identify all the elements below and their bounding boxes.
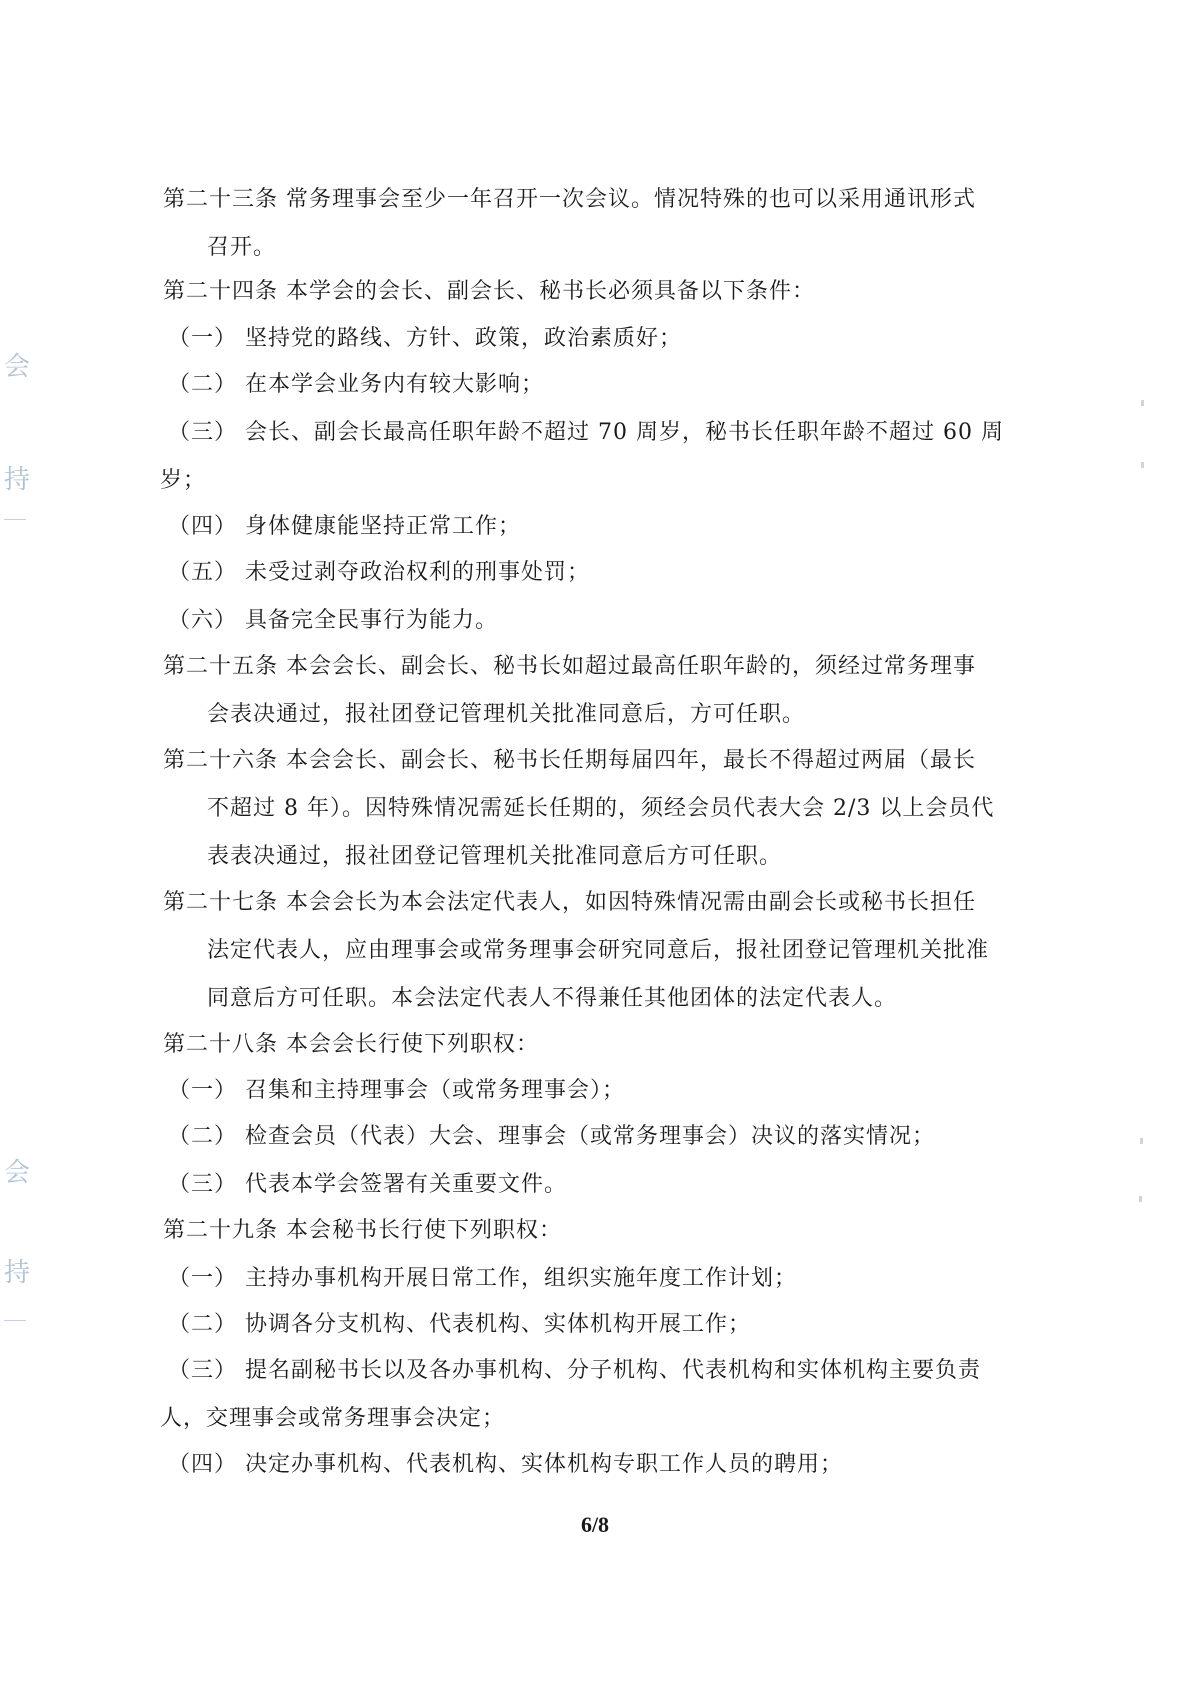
article-27-line-3: 同意后方可任职。本会法定代表人不得兼任其他团体的法定代表人。 xyxy=(207,986,898,1011)
article-24-heading: 第二十四条 本学会的会长、副会长、秘书长必须具备以下条件： xyxy=(163,279,815,304)
seal-fragment-top-1 xyxy=(0,352,34,418)
scan-speck xyxy=(1140,1138,1143,1144)
seal-char: 会 xyxy=(3,1158,30,1188)
article-28-item-2: （二） 检查会员（代表）大会、理事会（或常务理事会）决议的落实情况； xyxy=(168,1124,935,1149)
seal-char: 会 xyxy=(3,352,30,382)
scan-speck xyxy=(1141,462,1144,468)
article-28-item-1: （一） 召集和主持理事会（或常务理事会）； xyxy=(168,1078,625,1103)
article-24-item-4: （四） 身体健康能坚持正常工作； xyxy=(168,514,521,539)
article-26-line-2: 不超过 8 年）。因特殊情况需延长任期的，须经会员代表大会 2/3 以上会员代 xyxy=(207,796,995,821)
scan-speck xyxy=(1139,1196,1142,1202)
seal-char: 持 xyxy=(3,465,30,495)
article-24-item-3-cont: 岁； xyxy=(160,468,207,493)
page-number: 6/8 xyxy=(580,1512,610,1537)
seal-fragment-top-2 xyxy=(0,465,34,531)
seal-char: 持 xyxy=(3,1258,30,1288)
article-29-item-4: （四） 决定办事机构、代表机构、实体机构专职工作人员的聘用； xyxy=(168,1452,843,1477)
article-23-line-1: 第二十三条 常务理事会至少一年召开一次会议。情况特殊的也可以采用通讯形式 xyxy=(163,187,976,212)
article-24-item-2: （二） 在本学会业务内有较大影响； xyxy=(168,372,544,397)
article-25-line-2: 会表决通过，报社团登记管理机关批准同意后，方可任职。 xyxy=(207,702,806,727)
seal-fragment-bottom-1 xyxy=(0,1158,34,1224)
article-27-line-1: 第二十七条 本会会长为本会法定代表人，如因特殊情况需由副会长或秘书长担任 xyxy=(163,890,976,915)
article-29-item-3-cont: 人，交理事会或常务理事会决定； xyxy=(160,1406,506,1431)
article-29-heading: 第二十九条 本会秘书长行使下列职权： xyxy=(163,1218,562,1243)
article-24-item-3: （三） 会长、副会长最高任职年龄不超过 70 周岁，秘书长任职年龄不超过 60 周 xyxy=(168,420,1004,445)
seal-line xyxy=(4,519,26,520)
article-26-line-1: 第二十六条 本会会长、副会长、秘书长任期每届四年，最长不得超过两届（最长 xyxy=(163,748,976,773)
seal-line xyxy=(4,1320,26,1321)
article-23-line-2: 召开。 xyxy=(207,235,277,260)
article-28-item-3: （三） 代表本学会签署有关重要文件。 xyxy=(168,1172,567,1197)
article-27-line-2: 法定代表人，应由理事会或常务理事会研究同意后，报社团登记管理机关批准 xyxy=(207,938,990,963)
article-25-line-1: 第二十五条 本会会长、副会长、秘书长如超过最高任职年龄的，须经过常务理事 xyxy=(163,654,976,679)
article-29-item-3: （三） 提名副秘书长以及各办事机构、分子机构、代表机构和实体机构主要负责 xyxy=(168,1358,981,1383)
scan-speck xyxy=(1141,400,1144,406)
article-24-item-6: （六） 具备完全民事行为能力。 xyxy=(168,608,498,633)
article-28-heading: 第二十八条 本会会长行使下列职权： xyxy=(163,1032,539,1057)
article-29-item-1: （一） 主持办事机构开展日常工作，组织实施年度工作计划； xyxy=(168,1266,797,1291)
seal-fragment-bottom-2 xyxy=(0,1258,34,1324)
article-24-item-1: （一） 坚持党的路线、方针、政策，政治素质好； xyxy=(168,326,682,351)
article-26-line-3: 表表决通过，报社团登记管理机关批准同意后方可任职。 xyxy=(207,844,783,869)
article-24-item-5: （五） 未受过剥夺政治权利的刑事处罚； xyxy=(168,560,590,585)
article-29-item-2: （二） 协调各分支机构、代表机构、实体机构开展工作； xyxy=(168,1312,751,1337)
